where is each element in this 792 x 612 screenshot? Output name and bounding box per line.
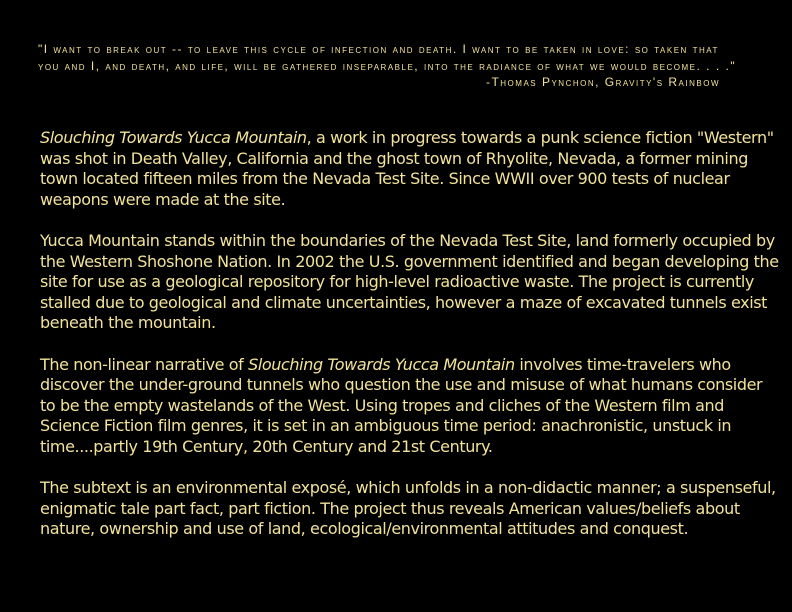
paragraph-subtext: The subtext is an environmental exposé, which unfolds in a non-didactic manner; a suspenseful, enigmatic tale part fact, part fiction. The project thus reveals American values/beliefs about nature, ownership and use of land, ecological/environmental attitudes and conquest. [40,478,776,538]
project-title: Slouching Towards Yucca Mountain [40,128,307,147]
paragraph-intro-text: , a work in progress towards a punk science fiction "Western" was shot in Death Valley, California and the ghost town of Rhyolite, Nevada, a former mining town located fifteen miles from the Nevada Test Site. Since WWII over 900 tests of nuclear weapons were made at the site. [40,128,774,209]
project-title-inline: Slouching Towards Yucca Mountain [248,354,515,374]
paragraph-narrative-lead: The non-linear narrative of [40,354,249,374]
paragraph-narrative-text: involves time-travelers who discover the under-ground tunnels who question the use and misuse of what humans consider to be the empty wastelands of the West. Using tropes and cliches of the Western film and Science Fiction film genres, it is set in an ambiguous time period: anachronistic, unstuck in time....partly 19th Century, 20th Century and 21st Century. [40,354,763,456]
paragraph-yucca-mountain: Yucca Mountain stands within the boundaries of the Nevada Test Site, land formerly occupied by the Western Shoshone Nation. In 2002 the U.S. government identified and began developing the site for use as a geological repository for high-level radioactive waste. The project is currently stalled due to geological and climate uncertainties, however a maze of excavated tunnels exist beneath the mountain. [40,231,779,332]
epigraph-quote: "I want to break out -- to leave this cycle of infection and death. I want to be taken in love: so taken that you and I, and death, and life, will be gathered inseparable, into the radiance of what we would become. . . ." [38,42,737,73]
epigraph-attribution: -Thomas Pynchon, Gravity's Rainbow [485,75,720,89]
project-description [40,128,780,561]
epigraph [38,41,738,91]
paragraph-narrative [40,355,780,458]
paragraph-intro [40,128,780,210]
